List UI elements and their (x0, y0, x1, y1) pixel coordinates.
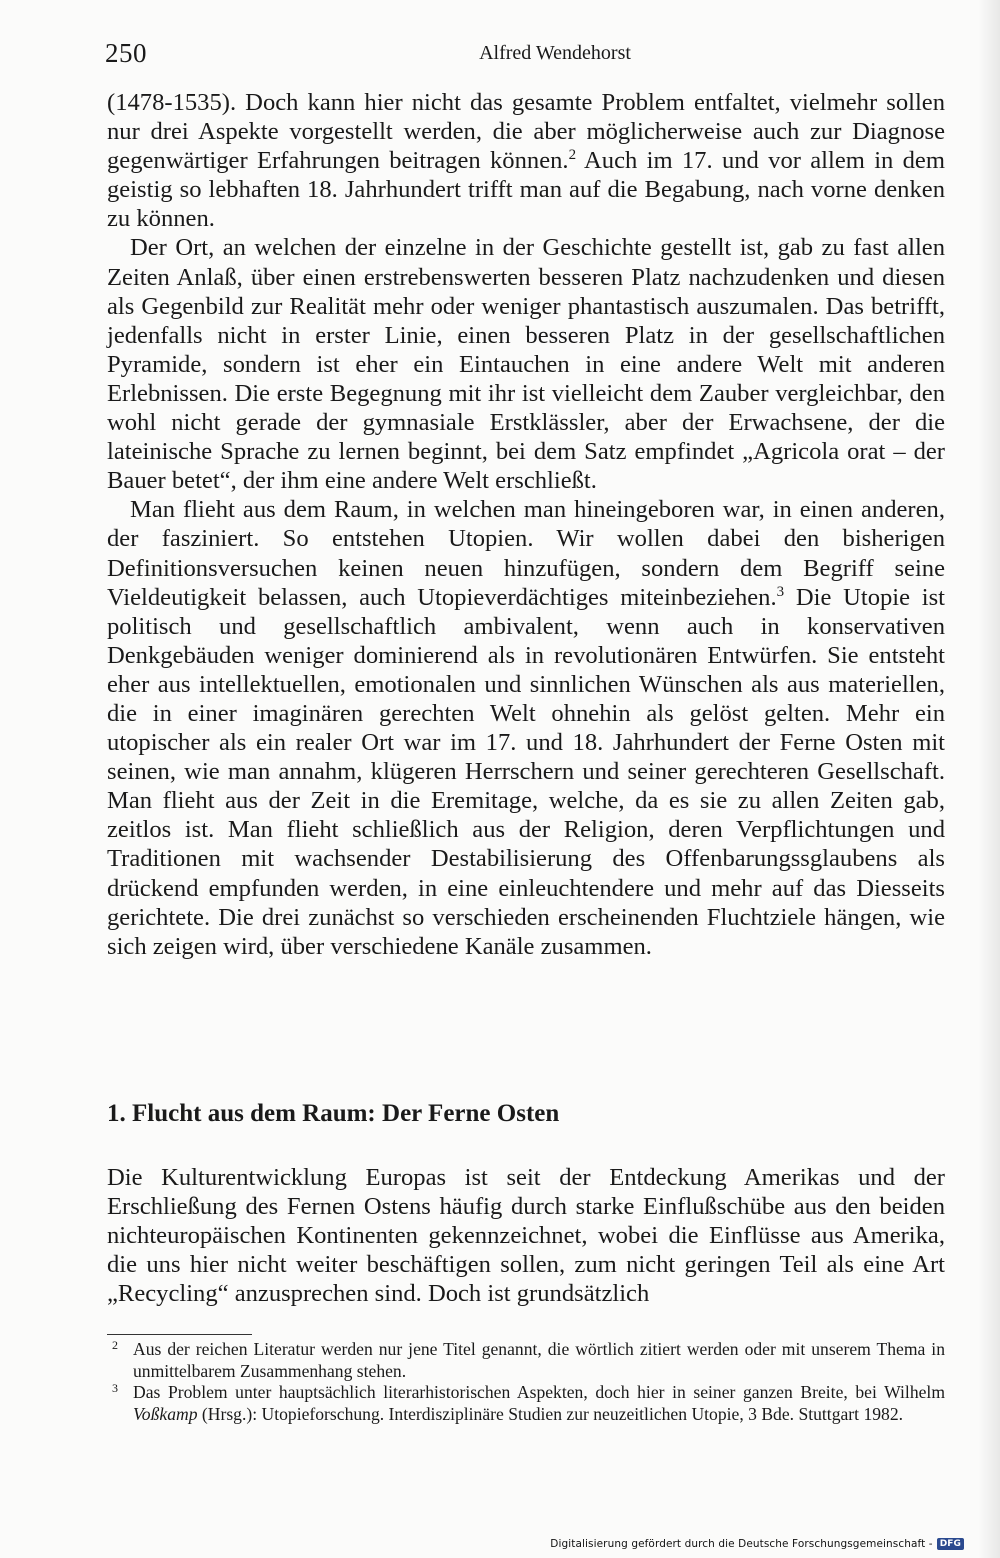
paragraph-3-continuation: Die Utopie ist politisch und gesellschaftlich ambivalent, wenn auch in konservativen Denkgebäuden weniger dominierend als in revolutionären Entwürfen. Sie entsteht eher aus intellektuellen, emotionalen und sinnlichen Wünschen als aus materiellen, die in einer imaginären gerechten Welt ohnehin als gelöst gelten. Mehr ein utopischer als ein realer Ort war im 17. und 18. Jahrhundert der Ferne Osten mit seinen, wie man annahm, klügeren Herrschern und seiner gerechteren Gesellschaft. Man flieht aus der Zeit in die Eremitage, welche, da es sie zu allen Zeiten gab, zeitlos ist. Man flieht schließlich aus der Religion, deren Verpflichtungen und Traditionen mit wachsender Destabilisierung des Offenbarungssglaubens als drückend empfunden werden, in eine einleuchtendere und mehr auf das Diesseits gerichtete. Die drei zunächst so verschieden erscheinenden Fluchtziele hängen, wie sich zeigen wird, über verschiedene Kanäle zusammen. (107, 583, 945, 960)
page-number: 250 (105, 38, 147, 68)
page-header (105, 38, 945, 74)
footnote-ref-2: 2 (568, 147, 577, 164)
footnote-mark: 2 (112, 1338, 118, 1352)
footnote-3 (107, 1382, 945, 1425)
paragraph-1-continuation: Auch im 17. und vor allem in dem geistig so lebhaften 18. Jahrhundert trifft man auf die Begabung, nach vorne denken zu können. (107, 147, 945, 233)
footnote-author: Voßkamp (133, 1403, 198, 1424)
running-head: Alfred Wendehorst (479, 42, 631, 64)
paragraph-3 (107, 495, 945, 961)
footnote-2 (107, 1339, 945, 1382)
digitization-note: Digitalisierung gefördert durch die Deutsche Forschungsgemeinschaft - (550, 1538, 933, 1550)
body-text (107, 88, 945, 961)
dfg-logo: DFG (937, 1538, 964, 1550)
footnote-text: Aus der reichen Literatur werden nur jene Titel genannt, die wörtlich zitiert werden oder mit unserem Thema in unmittelbarem Zusammenhang stehen. (133, 1339, 945, 1381)
paragraph-1 (107, 88, 945, 233)
footnote-divider (107, 1334, 252, 1335)
paragraph-3-text: Man flieht aus dem Raum, in welchen man hineingeboren war, in einen anderen, der fasziniert. So entstehen Utopien. Wir wollen dabei den bisherigen Definitionsversuchen keinen neuen hinzufügen, sondern dem Begriff seine Vieldeutigkeit belassen, auch Utopieverdächtiges miteinbeziehen. (107, 496, 945, 611)
footnotes (107, 1339, 945, 1425)
footnote-mark: 3 (112, 1381, 118, 1396)
footnote-text: Das Problem unter hauptsächlich literarhistorischen Aspekten, doch hier in seiner ganzen Breite, bei Wilhelm (133, 1382, 945, 1403)
paragraph-1-text: (1478-1535). Doch kann hier nicht das gesamte Problem entfaltet, vielmehr sollen nur drei Aspekte vorgestellt werden, die aber möglicherweise auch zur Diagnose gegenwärtiger Erfahrungen beitragen können. (107, 89, 945, 175)
paragraph-2: Der Ort, an welchen der einzelne in der Geschichte gestellt ist, gab zu fast allen Zeiten Anlaß, über einen erstrebenswerten besseren Platz nachzudenken und diesen als Gegenbild zur Realität mehr oder weniger phantastisch auszumalen. Das betrifft, jedenfalls nicht in erster Linie, einen besseren Platz in der gesellschaftlichen Pyramide, sondern ist eher ein Eintauchen in eine andere Welt mit anderen Erlebnissen. Die erste Begegnung mit ihr ist vielleicht dem Zauber vergleichbar, den wohl nicht gerade der gymnasiale Erstklässler, aber der Erwachsene, der die lateinische Sprache zu lernen beginnt, bei dem Satz empfindet „Agricola orat – der Bauer betet“, der ihm eine andere Welt erschließt. (107, 234, 945, 495)
page-edge-shadow (978, 0, 1000, 1558)
digitization-credit (550, 1538, 964, 1550)
section-paragraph: Die Kulturentwicklung Europas ist seit der Entdeckung Amerikas und der Erschließung des Fernen Ostens häufig durch starke Einflußschübe aus den beiden nichteuropäischen Kontinenten gekennzeichnet, wobei die Einflüsse aus Amerika, die uns hier nicht weiter beschäftigen sollen, zum nicht geringen Teil als eine Art „Recycling“ anzusprechen sind. Doch ist grundsätzlich (107, 1164, 945, 1308)
footnote-ref-3: 3 (776, 583, 785, 600)
section-heading: 1. Flucht aus dem Raum: Der Ferne Osten (107, 1100, 560, 1127)
footnote-text-continuation: (Hrsg.): Utopieforschung. Interdisziplinäre Studien zur neuzeitlichen Utopie, 3 Bde. Stuttgart 1982. (197, 1403, 904, 1424)
